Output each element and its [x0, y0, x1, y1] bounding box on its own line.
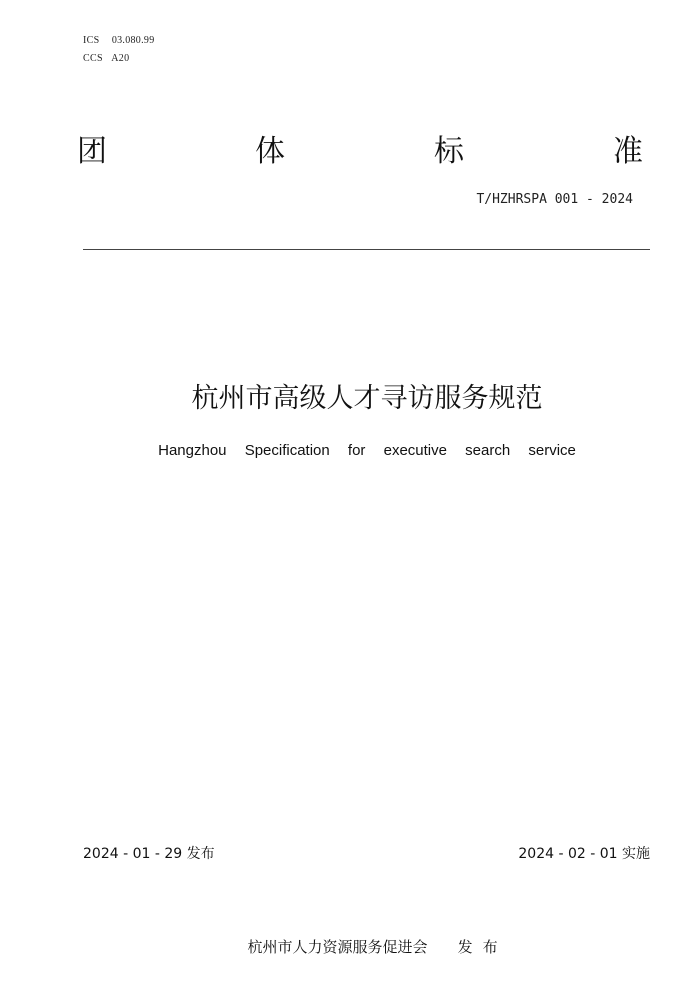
title-en-word: Hangzhou: [158, 442, 227, 459]
heading-char-1: 团: [77, 134, 107, 169]
title-en-word: search: [465, 442, 511, 459]
ics-value: 03.080.99: [111, 35, 155, 46]
title-en-word: for: [347, 442, 366, 459]
header-divider: [83, 249, 650, 250]
ccs-value: A20: [111, 53, 130, 64]
standard-number: T/HZHRSPA 001 - 2024: [476, 192, 633, 207]
publisher-line: [238, 918, 508, 957]
document-title-cn: 杭州市高级人才寻访服务规范: [191, 383, 543, 414]
heading-char-2: 体: [255, 134, 285, 169]
title-en-word: Specification: [244, 442, 330, 459]
ccs-code-line: [83, 53, 129, 64]
ics-label: ICS: [83, 35, 100, 46]
publisher-suffix: 发布: [457, 938, 508, 956]
publisher-name: 杭州市人力资源服务促进会: [247, 938, 428, 956]
document-title-en: [0, 442, 700, 459]
title-en-word: service: [528, 442, 576, 459]
issue-date: 2024 - 01 - 29 发布: [83, 846, 215, 862]
ccs-label: CCS: [83, 53, 103, 64]
title-en-word: executive: [383, 442, 447, 459]
ics-code-line: [83, 35, 155, 46]
heading-char-3: 标: [434, 134, 464, 169]
implementation-date: 2024 - 02 - 01 实施: [518, 846, 650, 862]
heading-char-4: 准: [613, 134, 643, 169]
